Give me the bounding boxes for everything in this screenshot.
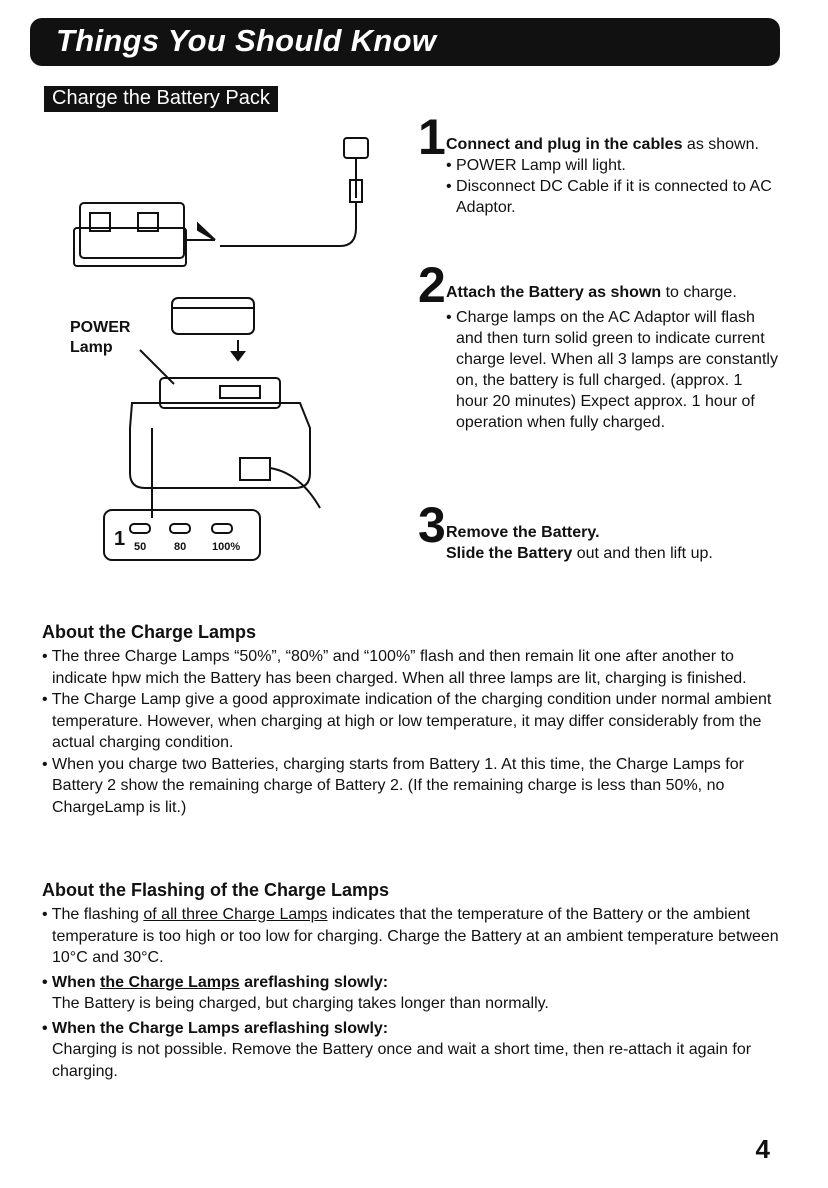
step-3-line2-rest: out and then lift up.: [572, 545, 713, 562]
lamp-50-label: 50: [134, 541, 147, 553]
step-1-bullet: • Disconnect DC Cable if it is connected to AC Adaptor.: [446, 178, 772, 216]
flashing-b1-pre: • The flashing: [42, 906, 144, 923]
flashing-b2-underlined: the Charge Lamps: [100, 973, 240, 991]
power-label: [70, 318, 130, 358]
flashing-b1-underlined: of all three Charge Lamps: [143, 906, 328, 923]
step-3-title: Remove the Battery.: [446, 524, 600, 541]
page-title: Things You Should Know: [56, 23, 437, 58]
charger-illustration: [70, 128, 380, 578]
about-lamps-bullet: • The Charge Lamp give a good approximate indication of the charging condition under normal ambient temperature. However, when charging at high or low temperature, it may differ considerably from the actual charging condition.: [42, 691, 772, 751]
about-charge-lamps-heading: About the Charge Lamps: [42, 622, 257, 642]
flashing-b2-post: areflashing slowly:: [239, 973, 389, 991]
step-2-bullet: • Charge lamps on the AC Adaptor will flash and then turn solid green to indicate current charge level. When all 3 lamps are constantly on, the battery is full charged. (approx. 1 hour 20 minutes) Expect approx. 1 hour of operation when fully charged.: [446, 309, 778, 431]
flashing-bullet-3-text: Charging is not possible. Remove the Battery once and wait a short time, then re-attach it again for charging.: [52, 1041, 752, 1080]
about-flashing: [42, 880, 782, 1082]
flashing-b1-post: indicates that the temperature of the Battery or the ambient temperature is too high or too low for charging. Charge the Battery at an ambient temperature between 10°C and 30°C.: [52, 906, 779, 966]
step-3-number: 3: [418, 497, 446, 553]
step-2-rest: to charge.: [661, 284, 737, 301]
step-2-title: Attach the Battery as shown: [446, 284, 662, 301]
step-1: [418, 109, 778, 218]
lamp-index: 1: [114, 528, 126, 550]
power-label-line2: Lamp: [70, 339, 113, 356]
step-1-title: Connect and plug in the cables: [446, 136, 683, 153]
power-label-line1: POWER: [70, 319, 131, 336]
flashing-bullet-1: [42, 904, 782, 969]
lamp-80-label: 80: [174, 541, 187, 553]
step-3: [418, 497, 778, 564]
flashing-bullet-2-text: The Battery is being charged, but charging takes longer than normally.: [52, 995, 549, 1012]
title-banner: [30, 18, 780, 66]
about-flashing-heading: About the Flashing of the Charge Lamps: [42, 880, 390, 900]
flashing-bullet-2-heading: [42, 972, 782, 994]
about-charge-lamps: [42, 622, 782, 818]
step-3-line2-bold: Slide the Battery: [446, 545, 573, 562]
step-1-bullet: • POWER Lamp will light.: [446, 157, 626, 174]
step-1-rest: as shown.: [682, 136, 759, 153]
flashing-bullet-3-heading: • When the Charge Lamps areflashing slowly:: [42, 1019, 389, 1037]
page-number: 4: [755, 1134, 770, 1164]
flashing-b2-pre: • When: [42, 973, 101, 991]
step-2: [418, 257, 778, 433]
step-2-number: 2: [418, 257, 446, 313]
section-title: Charge the Battery Pack: [44, 86, 278, 112]
about-lamps-bullet: • When you charge two Batteries, charging starts from Battery 1. At this time, the Charge Lamps for Battery 2 show the remaining charge of Battery 2. (If the remaining charge is less than 50%, no ChargeLamp is lit.): [42, 755, 744, 816]
step-1-number: 1: [418, 109, 446, 165]
lamp-100-label: 100%: [212, 541, 241, 553]
about-lamps-bullet: • The three Charge Lamps “50%”, “80%” and “100%” flash and then remain lit one after another to indicate hpw mich the Battery has been charged. When all three lamps are lit, charging is finished.: [42, 648, 747, 687]
